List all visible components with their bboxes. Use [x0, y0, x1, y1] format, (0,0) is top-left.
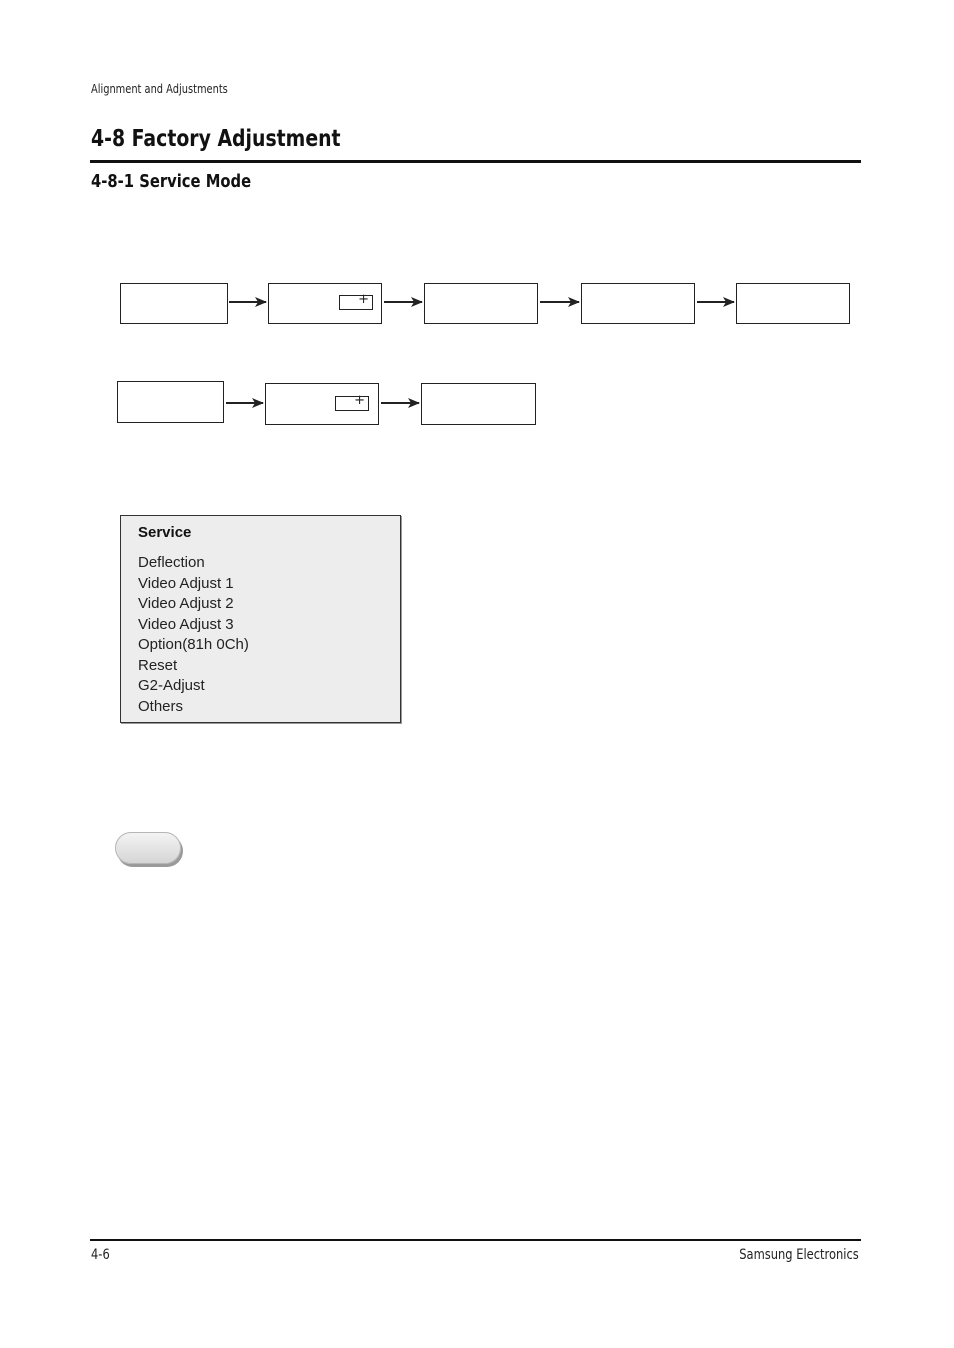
title-rule: [90, 160, 861, 163]
menu-item-option: Option(81h 0Ch): [138, 636, 249, 653]
menu-item-g2-adjust: G2-Adjust: [138, 677, 205, 694]
flow-step-1-2: [268, 283, 382, 324]
flow-step-1-5: [736, 283, 850, 324]
flow-step-2-2: [265, 383, 379, 425]
menu-item-video-adjust-3: Video Adjust 3: [138, 615, 234, 633]
footer-rule: [90, 1239, 861, 1241]
menu-item-video-adjust-2: Video Adjust 2: [138, 595, 234, 612]
flow-step-1-3: [424, 283, 538, 324]
remote-button-graphic: [115, 832, 181, 864]
menu-item-others: Others: [138, 697, 184, 715]
menu-item-reset: Reset: [138, 656, 178, 674]
running-head: Alignment and Adjustments: [91, 82, 228, 96]
flow-step-2-1: [117, 381, 224, 423]
section-title: 4-8 Factory Adjustment: [91, 126, 341, 152]
service-menu-list: [138, 553, 249, 717]
subsection-title: 4-8-1 Service Mode: [91, 171, 252, 192]
menu-item-deflection: Deflection: [138, 554, 205, 571]
service-menu-panel: [120, 515, 401, 723]
mini-indicator-box: [339, 292, 373, 310]
page-number: 4-6: [91, 1247, 110, 1263]
menu-item-video-adjust-1: Video Adjust 1: [138, 574, 234, 592]
flow-step-2-3: [421, 383, 536, 425]
plus-icon: +: [358, 292, 369, 307]
publisher-name: Samsung Electronics: [739, 1247, 859, 1263]
plus-icon: +: [354, 393, 365, 408]
flow-step-1-1: [120, 283, 228, 324]
service-menu-title: Service: [138, 524, 192, 541]
mini-indicator-box: [335, 393, 369, 411]
flow-step-1-4: [581, 283, 695, 324]
